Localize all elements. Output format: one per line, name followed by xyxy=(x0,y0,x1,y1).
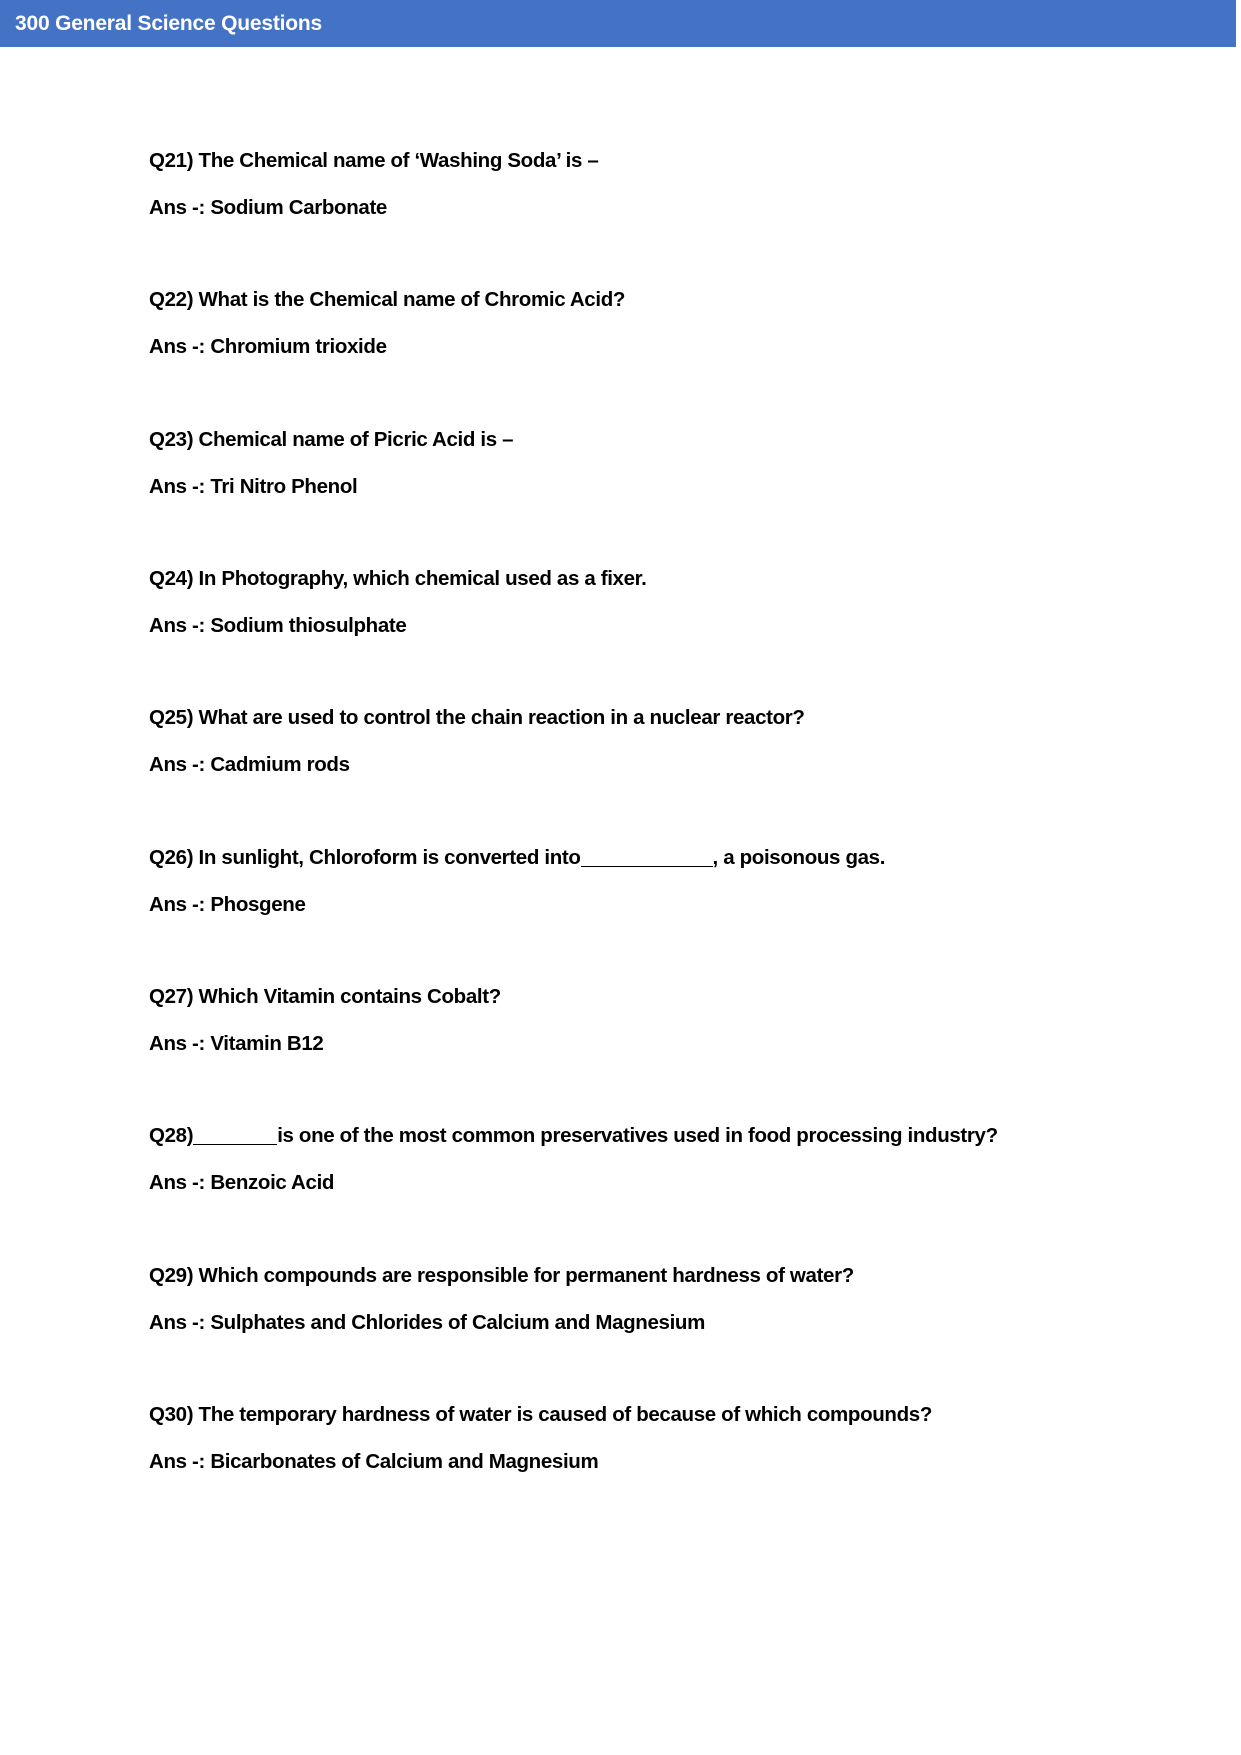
answer-label: Ans -: xyxy=(149,614,205,637)
answer-body: Bicarbonates of Calcium and Magnesium xyxy=(204,1450,599,1473)
answer-label: Ans -: xyxy=(149,1032,205,1055)
answer-text xyxy=(149,1449,598,1475)
question-text xyxy=(149,148,598,174)
answer-label: Ans -: xyxy=(149,893,205,916)
question-body: What is the Chemical name of Chromic Acid? xyxy=(193,288,626,311)
answer-text xyxy=(149,474,357,500)
question-text xyxy=(149,1402,932,1428)
question-text xyxy=(149,984,501,1010)
answer-text xyxy=(149,613,406,639)
question-body: Which Vitamin contains Cobalt? xyxy=(193,985,501,1008)
answer-label: Ans -: xyxy=(149,1311,205,1334)
question-number: Q21) xyxy=(149,149,194,172)
question-body: Which compounds are responsible for permanent hardness of water? xyxy=(193,1264,854,1287)
question-body: The temporary hardness of water is caused of because of which compounds? xyxy=(193,1403,933,1426)
answer-label: Ans -: xyxy=(149,196,205,219)
answer-body: Sulphates and Chlorides of Calcium and Magnesium xyxy=(204,1311,705,1334)
question-text xyxy=(149,427,513,453)
answer-label: Ans -: xyxy=(149,335,205,358)
answer-body: Phosgene xyxy=(204,893,306,916)
answer-label: Ans -: xyxy=(149,753,205,776)
question-body: The Chemical name of ‘Washing Soda’ is – xyxy=(193,149,599,172)
answer-label: Ans -: xyxy=(149,1171,205,1194)
fill-in-blank-line xyxy=(581,847,713,867)
answer-body: Vitamin B12 xyxy=(204,1032,324,1055)
question-number: Q27) xyxy=(149,985,194,1008)
question-text xyxy=(149,845,885,871)
question-body-after-blank: is one of the most common preservatives used in food processing industry? xyxy=(277,1124,998,1147)
question-number: Q24) xyxy=(149,567,194,590)
question-number: Q28) xyxy=(149,1124,194,1147)
question-body: Chemical name of Picric Acid is – xyxy=(193,428,514,451)
question-body-after-blank: , a poisonous gas. xyxy=(712,846,886,869)
answer-label: Ans -: xyxy=(149,1450,205,1473)
answer-body: Chromium trioxide xyxy=(204,335,387,358)
question-body: In Photography, which chemical used as a fixer. xyxy=(193,567,647,590)
answer-label: Ans -: xyxy=(149,475,205,498)
answer-text xyxy=(149,752,350,778)
question-number: Q26) xyxy=(149,846,194,869)
answer-text xyxy=(149,195,387,221)
answer-text xyxy=(149,892,306,918)
answer-body: Sodium Carbonate xyxy=(204,196,387,219)
answer-body: Tri Nitro Phenol xyxy=(204,475,358,498)
document-header-bar xyxy=(0,0,1236,47)
answer-body: Sodium thiosulphate xyxy=(204,614,407,637)
question-number: Q22) xyxy=(149,288,194,311)
question-body-before-blank: In sunlight, Chloroform is converted into xyxy=(193,846,581,869)
answer-body: Cadmium rods xyxy=(204,753,350,776)
question-text xyxy=(149,1263,854,1289)
question-number: Q30) xyxy=(149,1403,194,1426)
answer-text xyxy=(149,1031,323,1057)
answer-text xyxy=(149,334,387,360)
question-number: Q29) xyxy=(149,1264,194,1287)
answer-text xyxy=(149,1170,334,1196)
question-text xyxy=(149,705,805,731)
question-body: What are used to control the chain reaction in a nuclear reactor? xyxy=(193,706,805,729)
question-text xyxy=(149,287,625,313)
question-number: Q23) xyxy=(149,428,194,451)
answer-text xyxy=(149,1310,705,1336)
question-text xyxy=(149,1123,998,1149)
fill-in-blank-line xyxy=(193,1125,277,1145)
question-text xyxy=(149,566,647,592)
answer-body: Benzoic Acid xyxy=(204,1171,335,1194)
question-number: Q25) xyxy=(149,706,194,729)
document-title: 300 General Science Questions xyxy=(15,12,323,35)
